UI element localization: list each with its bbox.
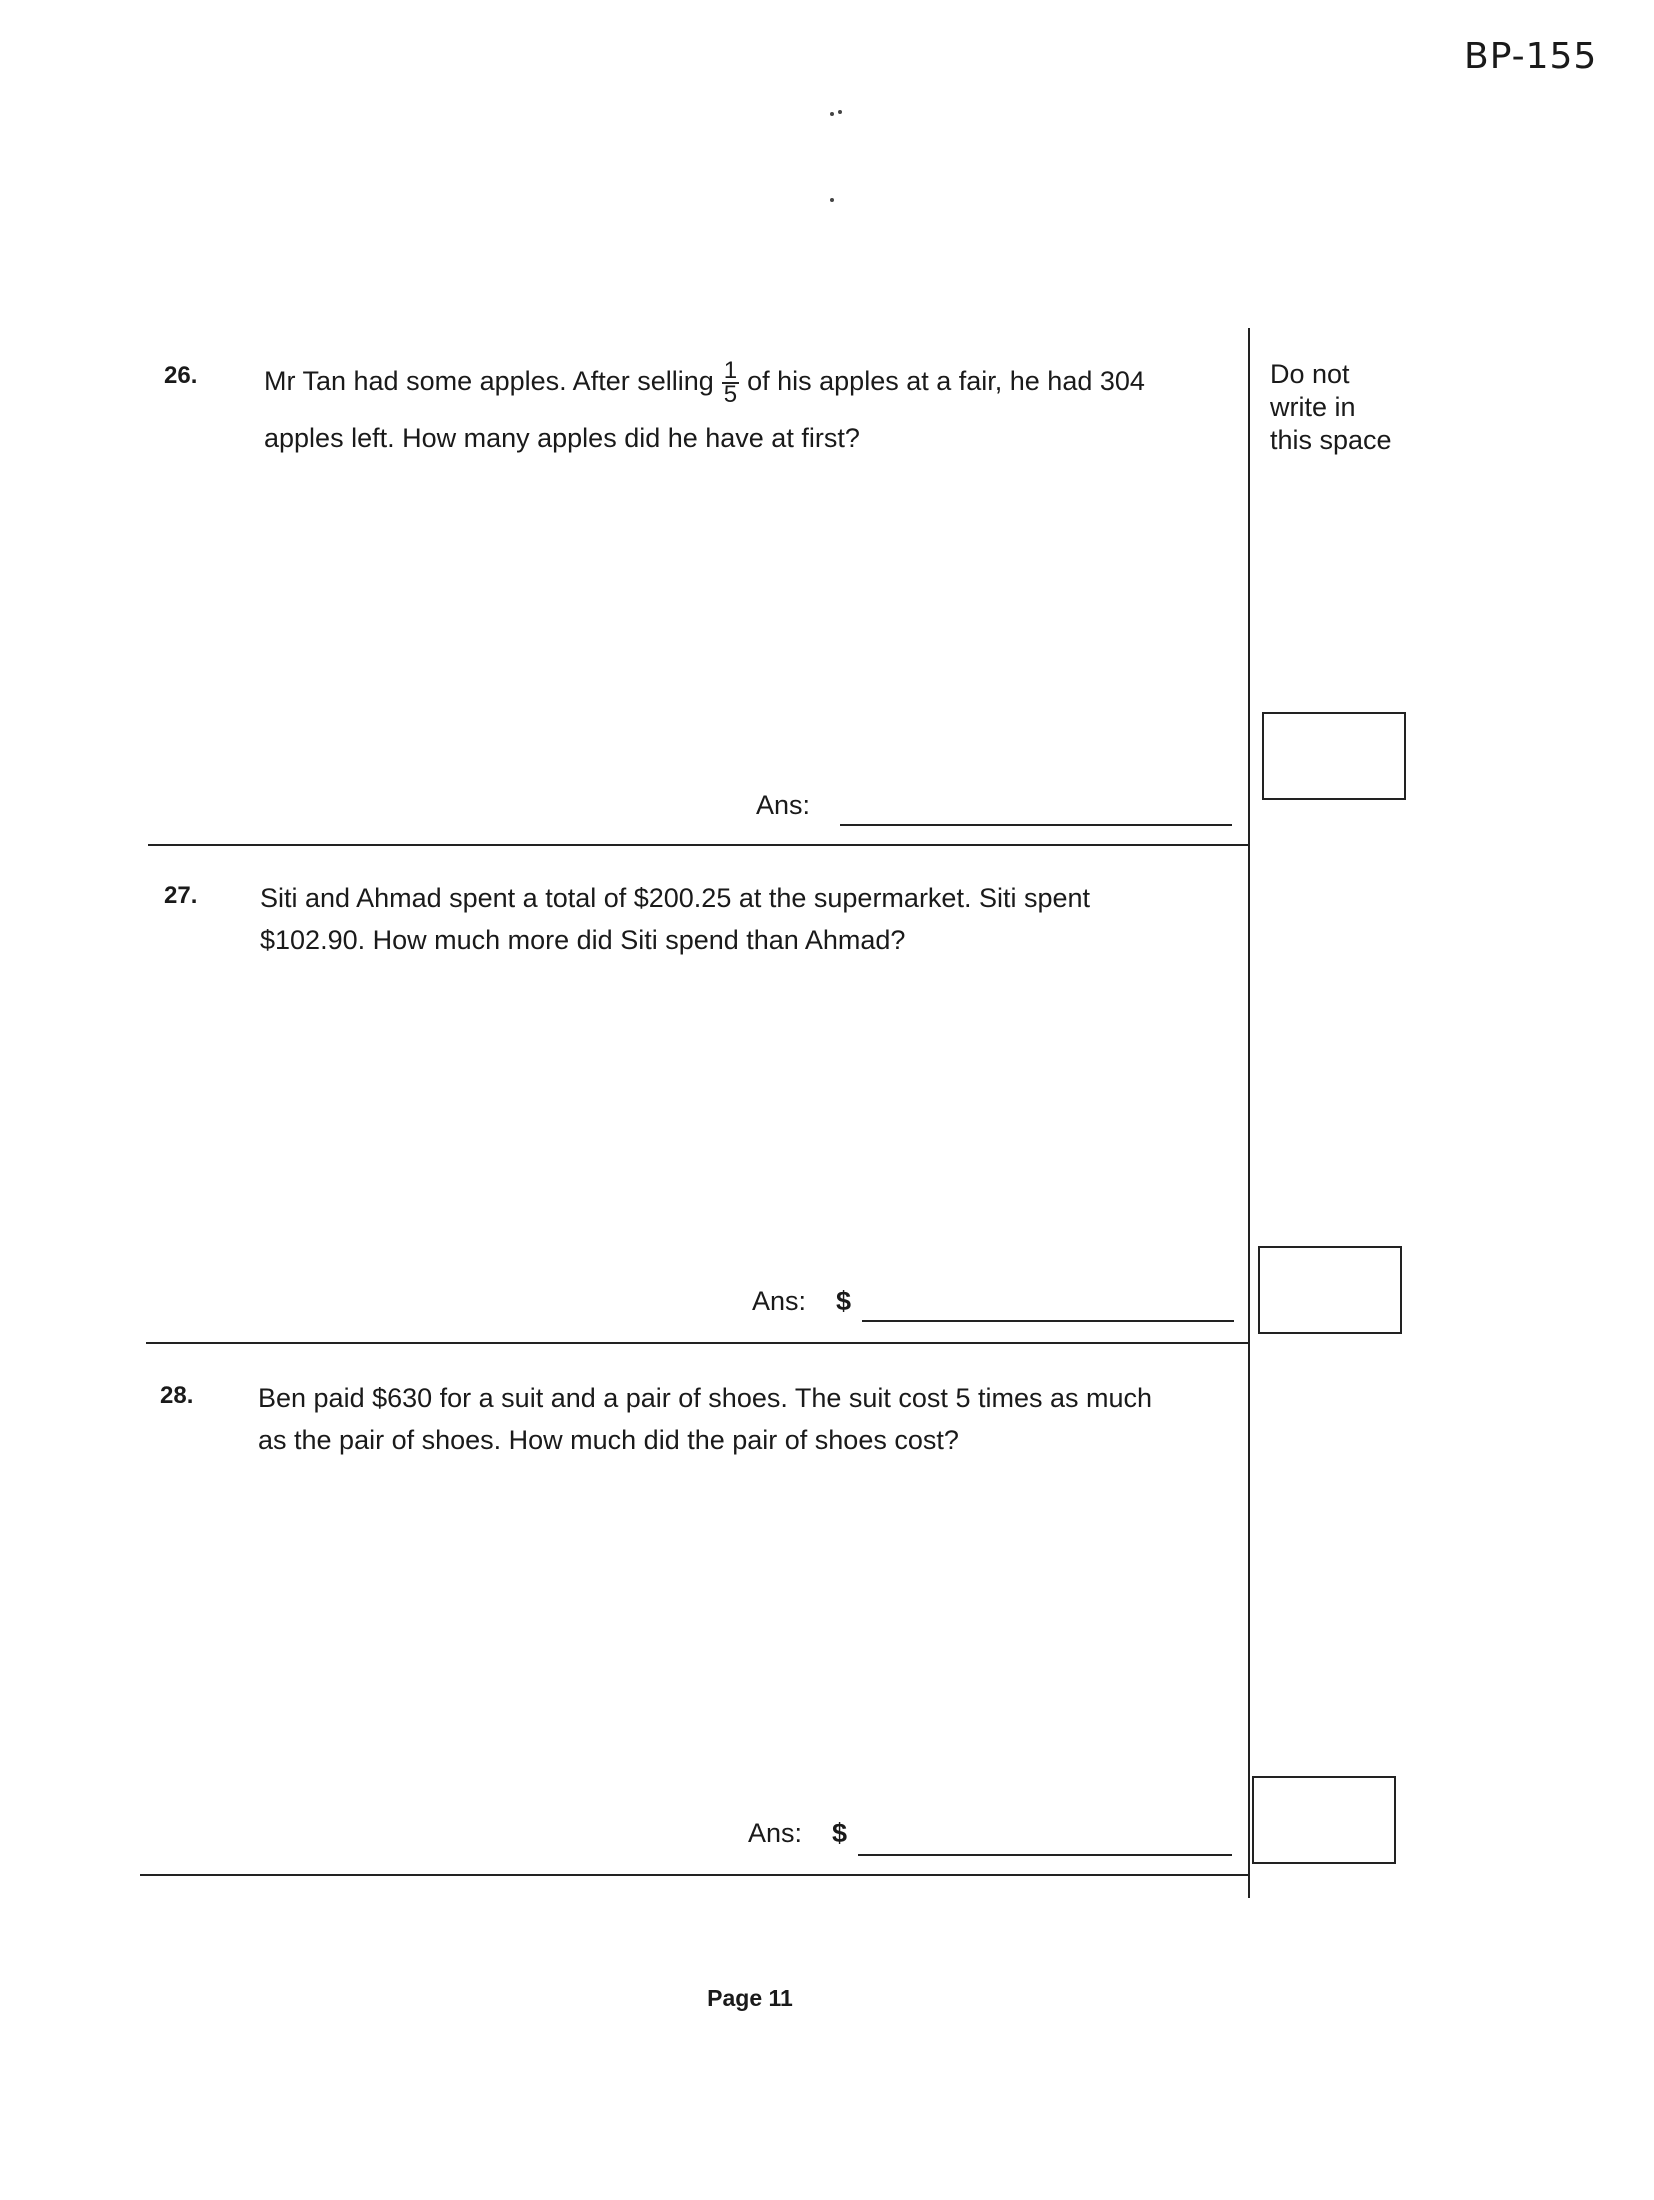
question-text: apples left. How many apples did he have at first? bbox=[264, 423, 860, 453]
fraction bbox=[722, 357, 739, 408]
section-divider bbox=[148, 844, 1250, 846]
note-line: Do not bbox=[1270, 359, 1350, 389]
question-text: Siti and Ahmad spent a total of $200.25 at the supermarket. Siti spent bbox=[260, 883, 1091, 913]
answer-label: Ans: bbox=[748, 1818, 803, 1848]
marks-box bbox=[1252, 1776, 1396, 1864]
question-26-text bbox=[264, 357, 1145, 408]
answer-label: Ans: bbox=[752, 1286, 807, 1316]
page-number: Page 11 bbox=[707, 1985, 793, 2011]
scan-speck bbox=[830, 198, 834, 202]
margin-divider bbox=[1248, 328, 1250, 1898]
answer-line[interactable] bbox=[858, 1854, 1232, 1856]
currency-symbol: $ bbox=[836, 1286, 852, 1316]
do-not-write-note bbox=[1270, 358, 1392, 457]
marks-box bbox=[1262, 712, 1406, 800]
answer-label: Ans: bbox=[756, 790, 811, 820]
question-number: 27. bbox=[164, 882, 198, 909]
answer-line[interactable] bbox=[840, 824, 1232, 826]
fraction-denominator: 5 bbox=[723, 381, 738, 408]
scan-speck bbox=[838, 110, 842, 114]
fraction-numerator: 1 bbox=[723, 357, 738, 384]
question-text: $102.90. How much more did Siti spend than Ahmad? bbox=[260, 925, 906, 955]
note-line: this space bbox=[1270, 425, 1392, 455]
question-text: of his apples at a fair, he had 304 bbox=[747, 366, 1145, 397]
answer-line[interactable] bbox=[862, 1320, 1234, 1322]
currency-symbol: $ bbox=[832, 1818, 848, 1848]
scan-speck bbox=[830, 112, 834, 116]
question-number: 26. bbox=[164, 362, 198, 389]
document-code: BP-155 bbox=[1464, 36, 1598, 77]
question-text: Mr Tan had some apples. After selling bbox=[264, 366, 714, 397]
question-text: as the pair of shoes. How much did the pair of shoes cost? bbox=[258, 1425, 959, 1455]
question-number: 28. bbox=[160, 1382, 194, 1409]
note-line: write in bbox=[1270, 392, 1356, 422]
marks-box bbox=[1258, 1246, 1402, 1334]
question-text: Ben paid $630 for a suit and a pair of shoes. The suit cost 5 times as much bbox=[258, 1383, 1153, 1413]
section-divider bbox=[146, 1342, 1250, 1344]
section-divider bbox=[140, 1874, 1248, 1876]
